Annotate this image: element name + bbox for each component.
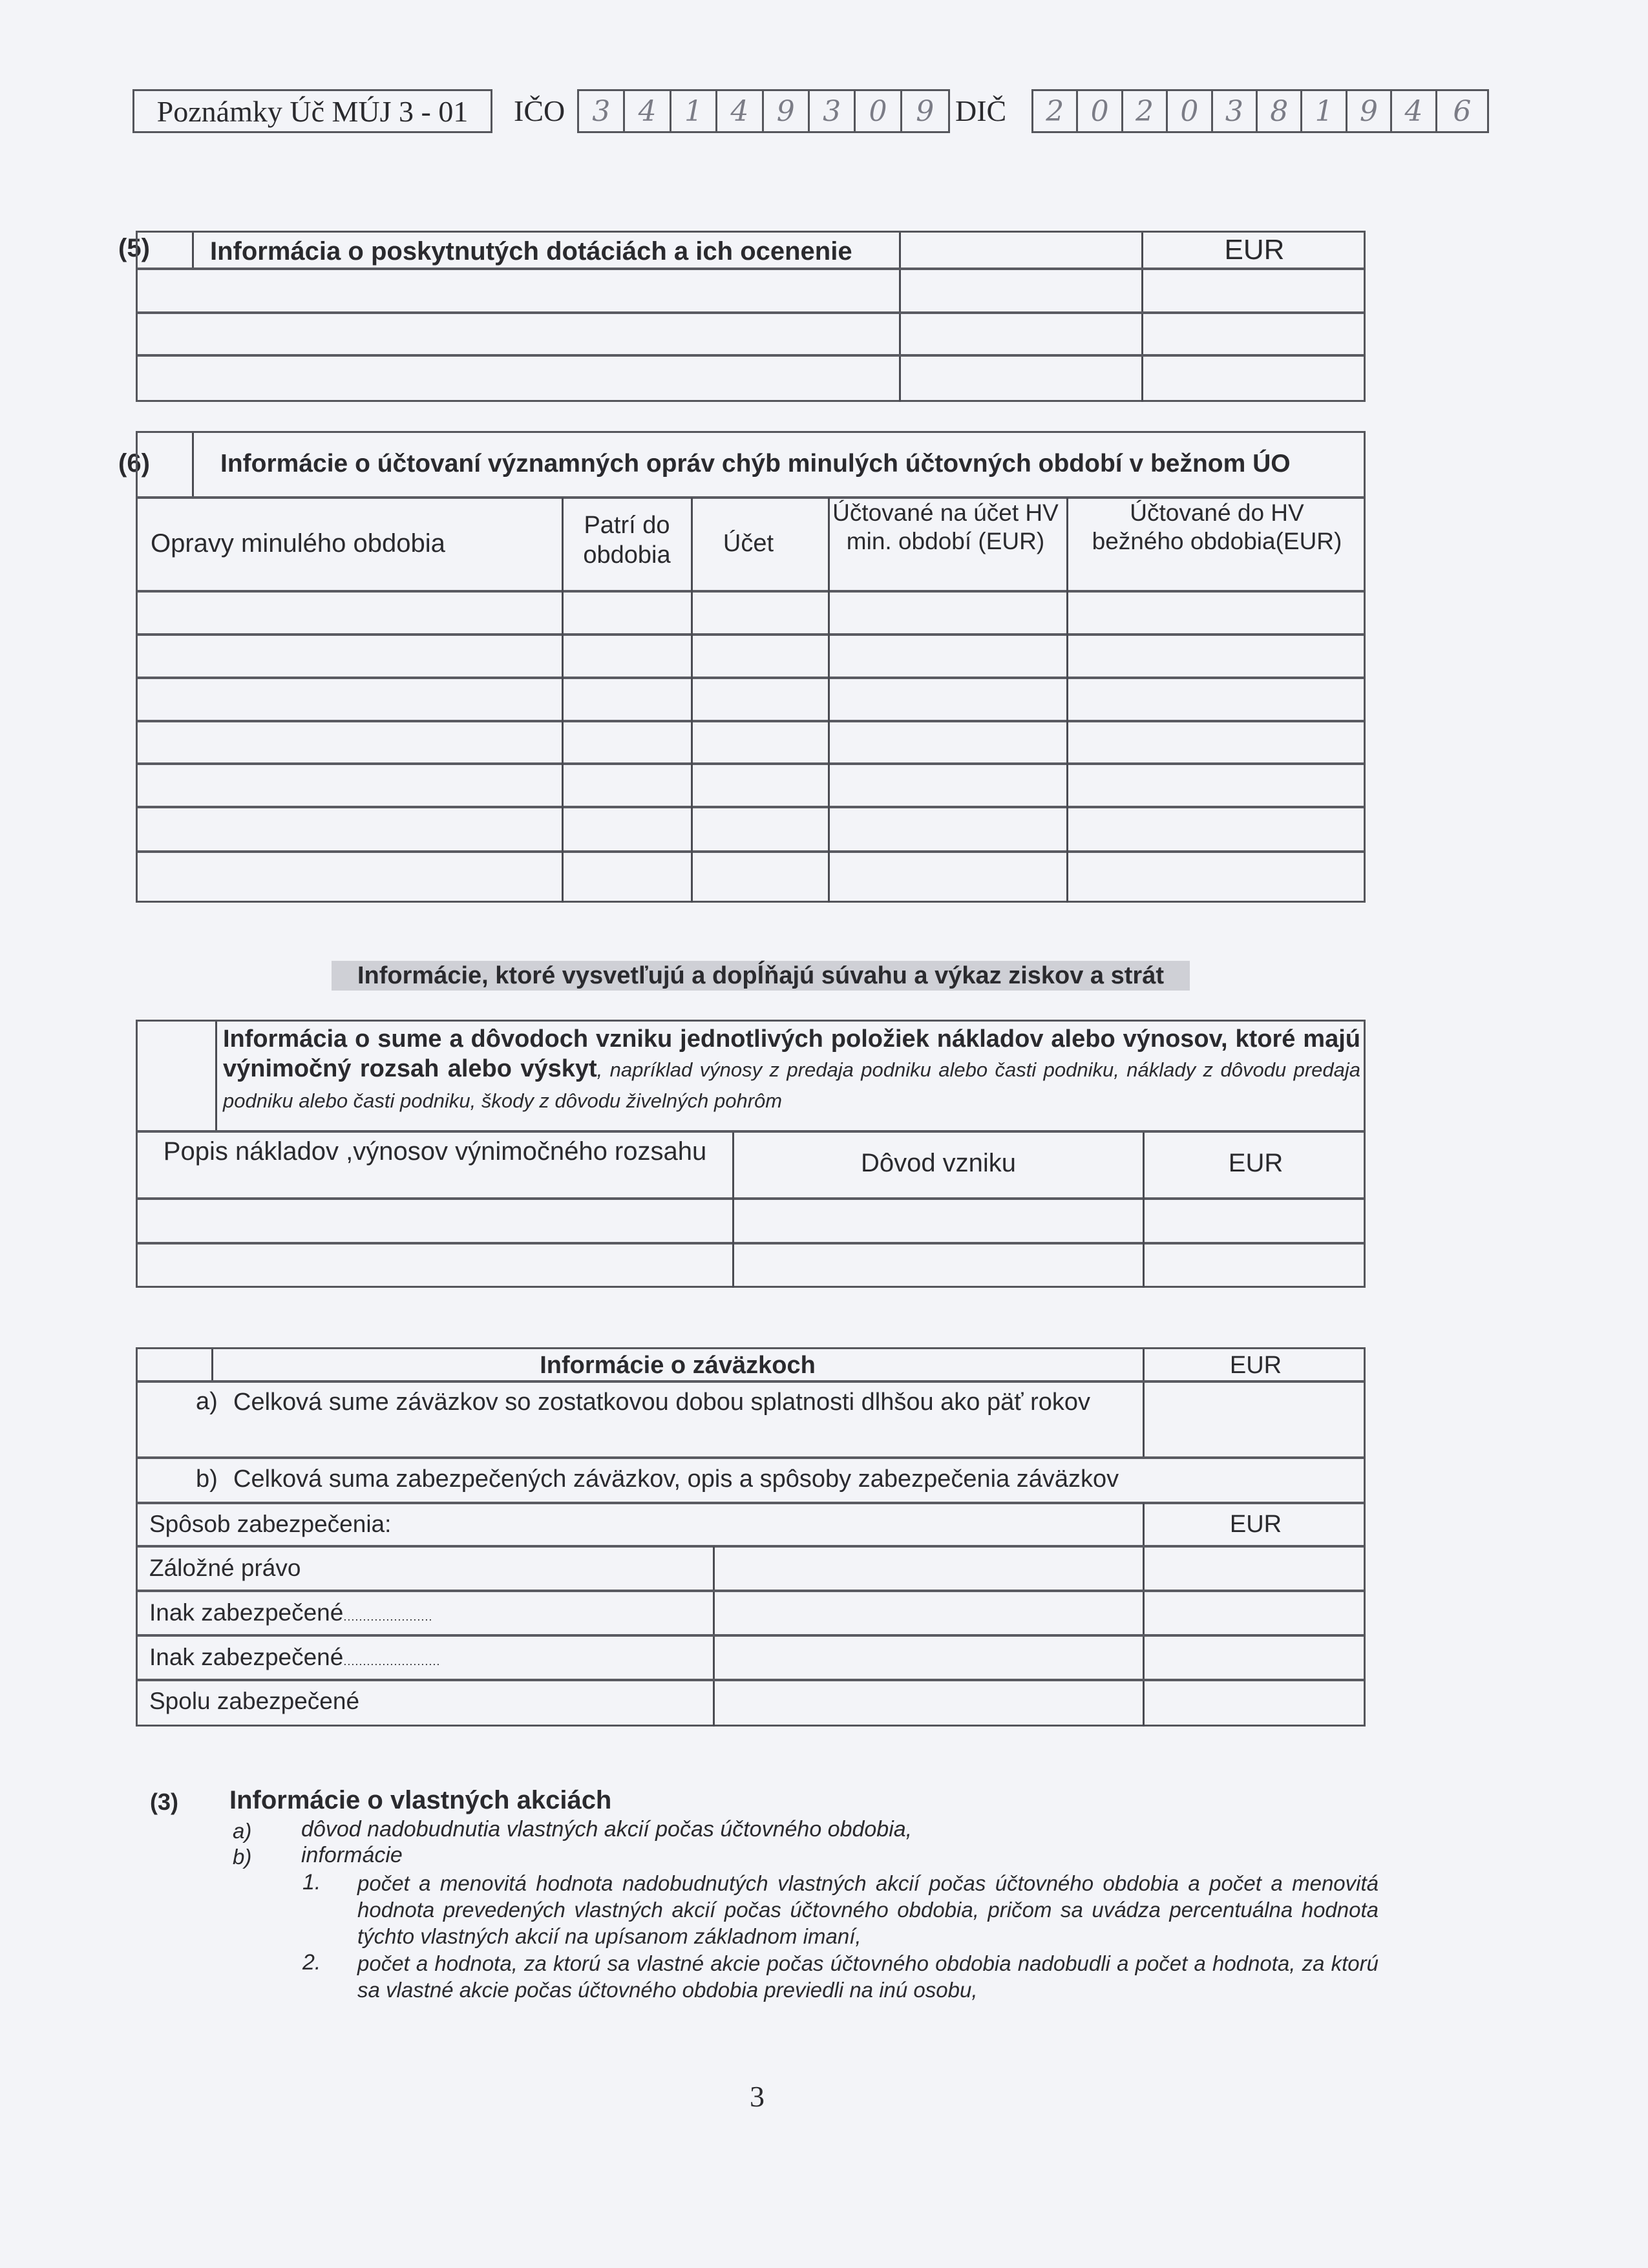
section5-cell[interactable] (138, 314, 898, 353)
col-header-eur: EUR (1228, 1149, 1284, 1177)
liabilities-currency: EUR (1229, 1352, 1282, 1379)
dic-label: DIČ (955, 94, 1007, 127)
dic-digit[interactable]: 6 (1453, 94, 1472, 128)
col-header-prev-period: Účtované na účet HV min. období (EUR) (832, 499, 1059, 554)
ico-digit[interactable]: 4 (717, 91, 763, 131)
security-row-other-2: Inak zabezpečené......................... (149, 1644, 441, 1670)
col-header-description: Popis nákladov ,výnosov výnimočného rozsahu (163, 1137, 707, 1166)
dic-digit[interactable]: 0 (1168, 91, 1212, 131)
security-row-other-1: Inak zabezpečené....................... (149, 1599, 433, 1626)
security-row-total: Spolu zabezpečené (149, 1688, 360, 1714)
section5-number: (5) (118, 234, 150, 262)
ico-field[interactable] (577, 89, 950, 133)
security-label: Spôsob zabezpečenia: (149, 1511, 392, 1537)
section5-table (136, 231, 1366, 402)
ico-digit[interactable]: 9 (764, 91, 810, 131)
ico-digit[interactable]: 0 (856, 91, 902, 131)
ico-digit[interactable]: 9 (916, 94, 935, 128)
dic-digit[interactable]: 2 (1033, 91, 1078, 131)
exceptional-title-bold: Informácia o sume a dôvodoch vzniku jednotlivých položiek nákladov alebo výnosov, ktoré majú výnimočný rozsah alebo výskyt (223, 1025, 1360, 1082)
section5-cell[interactable] (138, 270, 898, 310)
liabilities-table (136, 1347, 1366, 1727)
item-a-amount[interactable] (1146, 1383, 1366, 1455)
exceptional-items-table (136, 1020, 1366, 1288)
ico-digit[interactable]: 4 (625, 91, 671, 131)
col-header-reason: Dôvod vzniku (860, 1149, 1017, 1177)
ico-label: IČO (514, 94, 565, 127)
dic-digit[interactable]: 3 (1213, 91, 1258, 131)
section6-number: (6) (118, 449, 150, 478)
section3-item-b-text: informácie (301, 1843, 403, 1867)
security-currency: EUR (1229, 1511, 1282, 1538)
dic-digit[interactable]: 9 (1347, 91, 1392, 131)
ico-digit[interactable]: 1 (671, 91, 717, 131)
exceptional-title-examples: , napríklad výnosy z predaja podniku alebo časti podniku, náklady z dôvodu predaja podniku alebo časti podniku, škody z dôvodu živelných pohrôm (223, 1058, 1360, 1112)
dic-digit[interactable]: 8 (1258, 91, 1302, 131)
col-header-period: Patrí do obdobia (583, 512, 671, 569)
section6-title: Informácie o účtovaní významných opráv chýb minulých účtovných období v bežnom ÚO (220, 450, 1291, 478)
section5-cell[interactable] (138, 357, 898, 401)
section3-subitem-1-marker: 1. (302, 1870, 321, 1895)
section3-title: Informácie o vlastných akciách (229, 1786, 612, 1814)
section3-subitem-2-marker: 2. (302, 1950, 321, 1975)
security-row-pledge: Záložné právo (149, 1555, 301, 1581)
section3-item-b-marker: b) (233, 1845, 252, 1869)
ico-digit[interactable]: 3 (810, 91, 856, 131)
section3-number: (3) (150, 1789, 178, 1815)
item-a-text: Celková sume záväzkov so zostatkovou dobou splatnosti dlhšou ako päť rokov (233, 1389, 1090, 1416)
col-header-account: Účet (723, 530, 774, 557)
dic-field[interactable] (1031, 89, 1489, 133)
dic-digit[interactable]: 4 (1392, 91, 1437, 131)
item-b-text: Celková suma zabezpečených záväzkov, opis a spôsoby zabezpečenia záväzkov (233, 1465, 1119, 1493)
liabilities-title: Informácie o záväzkoch (540, 1352, 816, 1379)
item-b-marker: b) (196, 1465, 218, 1493)
form-title: Poznámky Úč MÚJ 3 - 01 (156, 94, 469, 128)
dic-digit[interactable]: 1 (1302, 91, 1347, 131)
section5-title: Informácia o poskytnutých dotáciách a ich ocenenie (210, 237, 852, 266)
ico-digit[interactable]: 3 (579, 91, 625, 131)
section5-currency: EUR (1224, 234, 1285, 266)
col-header-corrections: Opravy minulého obdobia (151, 529, 445, 558)
explanatory-heading: Informácie, ktoré vysvetľujú a dopĺňajú súvahu a výkaz ziskov a strát (332, 961, 1190, 991)
dic-digit[interactable]: 0 (1078, 91, 1123, 131)
item-a-marker: a) (196, 1388, 218, 1415)
form-title-box (132, 89, 492, 133)
section3-subitem-2-text: počet a hodnota, za ktorú sa vlastné akcie počas účtovného obdobia nadobudli a počet a hodnota, za ktorú sa vlastné akcie počas účtovného obdobia previedli na inú osobu, (357, 1951, 1379, 2002)
section3-subitem-1-text: počet a menovitá hodnota nadobudnutých vlastných akcií počas účtovného obdobia a počet a menovitá hodnota prevedených vlastných akcií počas účtovného obdobia, pričom sa uvádza percentuálna hodnota týchto vlastných akcií na upísanom základnom imaní, (357, 1871, 1379, 1948)
col-header-current-period: Účtované do HV bežného obdobia(EUR) (1092, 499, 1342, 554)
dic-digit[interactable]: 2 (1123, 91, 1168, 131)
section3-item-a-text: dôvod nadobudnutia vlastných akcií počas účtovného obdobia, (301, 1817, 913, 1842)
section3-item-a-marker: a) (233, 1819, 252, 1843)
exceptional-title (223, 1024, 1360, 1116)
page-number: 3 (750, 2080, 765, 2113)
section6-table (136, 431, 1366, 903)
